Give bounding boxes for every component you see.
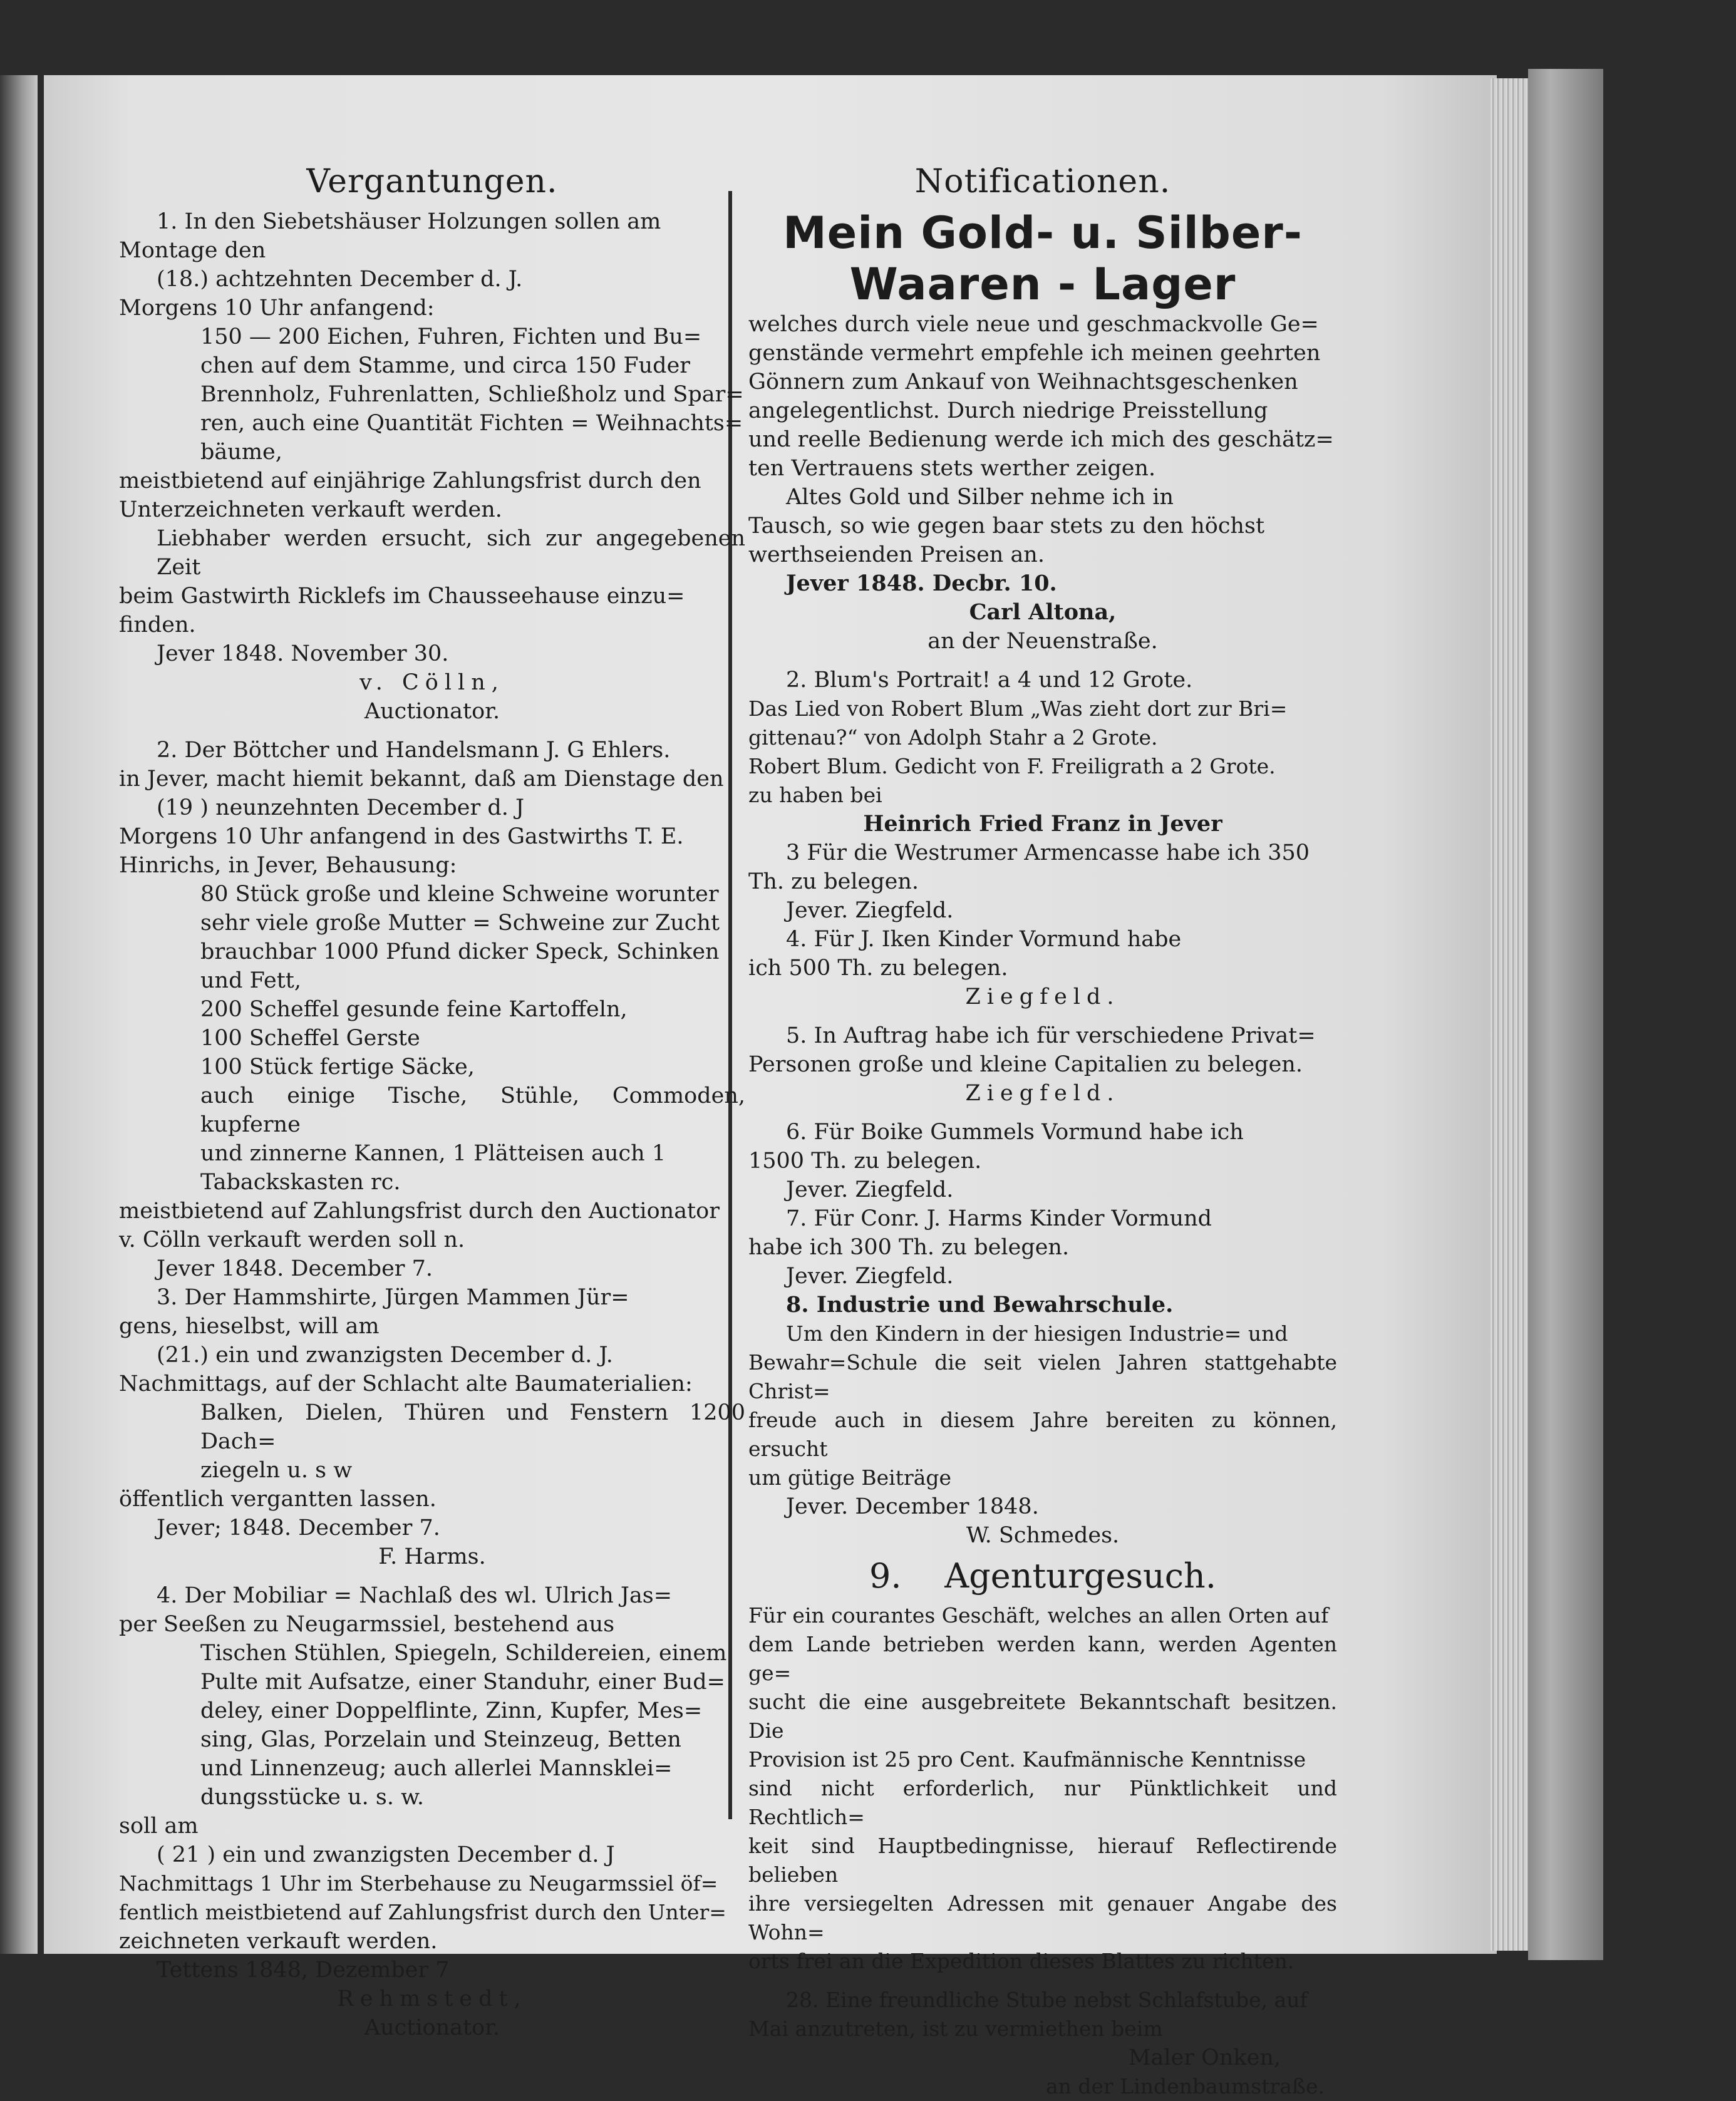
- text-line: werthseienden Preisen an.: [748, 542, 1045, 567]
- left-page-edge: [0, 75, 38, 1954]
- text-line: öffentlich vergantten lassen.: [119, 1487, 437, 1512]
- text-line: 4. Für J. Iken Kinder Vormund habe: [786, 927, 1182, 952]
- text-line: Bewahr=Schule die seit vielen Jahren stattgehabte Christ=: [748, 1350, 1337, 1403]
- text-line: Nachmittags 1 Uhr im Sterbehause zu Neugarmssiel öf=: [119, 1871, 718, 1896]
- book-cover-edge: [1528, 69, 1603, 1960]
- text-line: sind nicht erforderlich, nur Pünktlichkeit und Rechtlich=: [748, 1776, 1337, 1829]
- text-line: dungsstücke u. s. w.: [200, 1785, 425, 1810]
- ad-signature-name: Carl Altona,: [969, 599, 1117, 625]
- text-line: Morgens 10 Uhr anfangend in des Gastwirths T. E.: [119, 824, 684, 849]
- ad-headline-2: Waaren - Lager: [849, 259, 1236, 310]
- notice-3: [748, 839, 1337, 925]
- text-line: und Linnenzeug; auch allerlei Mannsklei=: [200, 1756, 673, 1781]
- ad-date: Jever 1848. Decbr. 10.: [786, 570, 1057, 596]
- text-line: Pulte mit Aufsatze, einer Standuhr, einer Bud=: [200, 1670, 725, 1695]
- text-line: Das Lied von Robert Blum „Was zieht dort zur Bri=: [748, 696, 1288, 721]
- text-line: Jever 1848. November 30.: [157, 641, 449, 666]
- text-line: gens, hieselbst, will am: [119, 1314, 380, 1339]
- signature: Maler Onken,: [1128, 2045, 1281, 2070]
- notice-9: [748, 1554, 1337, 1976]
- text-line: ich 500 Th. zu belegen.: [748, 956, 1008, 981]
- text-line: Jever. Ziegfeld.: [786, 898, 954, 923]
- text-line: Montage den: [119, 238, 266, 263]
- text-line: Um den Kindern in der hiesigen Industrie= und: [786, 1321, 1288, 1346]
- signature: Rehmstedt,: [337, 1986, 527, 2011]
- text-line: Hinrichs, in Jever, Behausung:: [119, 853, 457, 878]
- text-line: freude auch in diesem Jahre bereiten zu können, ersucht: [748, 1408, 1337, 1461]
- text-line: zu haben bei: [748, 783, 882, 807]
- notice-title: Agenturgesuch.: [944, 1556, 1216, 1596]
- text-line: Th. zu belegen.: [748, 869, 919, 894]
- text-line: 5. In Auftrag habe ich für verschiedene Privat=: [786, 1023, 1316, 1048]
- text-line: Balken, Dielen, Thüren und Fenstern 1200 Dach=: [200, 1400, 745, 1454]
- notice-28: [748, 1986, 1337, 2101]
- text-line: Nachmittags, auf der Schlacht alte Baumaterialien:: [119, 1371, 693, 1396]
- text-line: Tabackskasten rc.: [200, 1170, 401, 1195]
- signature-title: Auctionator.: [364, 699, 500, 724]
- text-line: Personen große und kleine Capitalien zu belegen.: [748, 1052, 1303, 1077]
- text-line: 1. In den Siebetshäuser Holzungen sollen am: [157, 209, 661, 234]
- seller-name: Heinrich Fried Franz in Jever: [863, 811, 1222, 837]
- text-line: 6. Für Boike Gummels Vormund habe ich: [786, 1120, 1244, 1145]
- text-line: v. Cölln verkauft werden soll n.: [119, 1227, 465, 1252]
- text-line: gittenau?“ von Adolph Stahr a 2 Grote.: [748, 725, 1158, 750]
- signature-address: an der Lindenbaumstraße.: [1045, 2074, 1325, 2098]
- text-line: fentlich meistbietend auf Zahlungsfrist durch den Unter=: [119, 1900, 726, 1924]
- text-line: Jever. Ziegfeld.: [786, 1264, 954, 1289]
- gold-silver-advertisement: [748, 207, 1337, 656]
- text-line: ten Vertrauens stets werther zeigen.: [748, 456, 1156, 481]
- notice-6: [748, 1118, 1337, 1204]
- text-line: bäume,: [200, 440, 282, 465]
- notice-number: 9.: [869, 1556, 902, 1596]
- signature: W. Schmedes.: [966, 1523, 1120, 1548]
- notice-title: 8. Industrie und Bewahrschule.: [786, 1292, 1174, 1318]
- text-line: deley, einer Doppelflinte, Zinn, Kupfer, Mes=: [200, 1698, 703, 1723]
- text-line: Gönnern zum Ankauf von Weihnachtsgeschenken: [748, 369, 1298, 395]
- text-line: Altes Gold und Silber nehme ich in: [786, 485, 1174, 510]
- text-line: finden.: [119, 612, 196, 638]
- text-line: Jever; 1848. December 7.: [157, 1515, 440, 1541]
- text-line: Robert Blum. Gedicht von F. Freiligrath a 2 Grote.: [748, 754, 1276, 778]
- text-line: ren, auch eine Quantität Fichten = Weihnachts=: [200, 411, 743, 436]
- text-line: Mai anzutreten, ist zu vermiethen beim: [748, 2016, 1163, 2041]
- text-line: 2. Blum's Portrait! a 4 und 12 Grote.: [786, 668, 1193, 693]
- text-line: 1500 Th. zu belegen.: [748, 1149, 982, 1174]
- text-line: dem Lande betrieben werden kann, werden Agenten ge=: [748, 1632, 1337, 1685]
- text-line: in Jever, macht hiemit bekannt, daß am Dienstage den: [119, 767, 724, 792]
- text-line: meistbietend auf Zahlungsfrist durch den Auctionator: [119, 1199, 720, 1224]
- text-line: Tausch, so wie gegen baar stets zu den höchst: [748, 514, 1265, 539]
- right-column: [748, 160, 1337, 2101]
- text-line: Jever 1848. December 7.: [157, 1256, 433, 1281]
- signature-title: Auctionator.: [364, 2015, 500, 2040]
- text-line: zeichneten verkauft werden.: [119, 1929, 438, 1954]
- text-line: orts frei an die Expedition dieses Blattes zu richten.: [748, 1949, 1294, 1973]
- text-line: sucht die eine ausgebreitete Bekanntschaft besitzen. Die: [748, 1690, 1337, 1743]
- announcement-3: [119, 1283, 745, 1571]
- text-line: per Seeßen zu Neugarmssiel, bestehend aus: [119, 1612, 615, 1637]
- text-line: Tischen Stühlen, Spiegeln, Schildereien, einem: [200, 1641, 727, 1666]
- ad-headline-1: Mein Gold- u. Silber-: [783, 207, 1303, 259]
- text-line: Brennholz, Fuhrenlatten, Schließholz und Spar=: [200, 382, 744, 407]
- text-line: 80 Stück große und kleine Schweine worunter: [200, 882, 719, 907]
- text-line: habe ich 300 Th. zu belegen.: [748, 1235, 1070, 1260]
- text-line: 3. Der Hammshirte, Jürgen Mammen Jür=: [157, 1285, 629, 1310]
- text-line: chen auf dem Stamme, und circa 150 Fuder: [200, 353, 691, 378]
- text-line: beim Gastwirth Ricklefs im Chausseehause einzu=: [119, 584, 685, 609]
- section-heading-vergantungen: Vergantungen.: [306, 163, 558, 200]
- left-column: [119, 160, 745, 2042]
- announcement-1: [119, 207, 745, 726]
- section-heading-notificationen: Notificationen.: [914, 163, 1171, 200]
- text-line: ihre versiegelten Adressen mit genauer Angabe des Wohn=: [748, 1891, 1337, 1944]
- text-line: (21.) ein und zwanzigsten December d. J.: [157, 1343, 613, 1368]
- text-line: Unterzeichneten verkauft werden.: [119, 497, 502, 522]
- text-line: 100 Stück fertige Säcke,: [200, 1055, 475, 1080]
- page-stack-edge: [1491, 78, 1528, 1951]
- text-line: und Fett,: [200, 968, 301, 993]
- text-line: meistbietend auf einjährige Zahlungsfrist durch den: [119, 468, 701, 493]
- text-line: (19 ) neunzehnten December d. J: [157, 795, 525, 820]
- text-line: und zinnerne Kannen, 1 Plätteisen auch 1: [200, 1141, 666, 1166]
- text-line: sehr viele große Mutter = Schweine zur Zucht: [200, 911, 720, 936]
- text-line: 7. Für Conr. J. Harms Kinder Vormund: [786, 1206, 1212, 1231]
- notice-heading: [748, 1554, 1337, 1599]
- text-line: 200 Scheffel gesunde feine Kartoffeln,: [200, 997, 628, 1022]
- text-line: Jever. Ziegfeld.: [786, 1177, 954, 1202]
- notice-7: [748, 1204, 1337, 1291]
- text-line: Tettens 1848, Dezember 7: [157, 1958, 450, 1983]
- notice-8: [748, 1291, 1337, 1550]
- text-line: keit sind Hauptbedingnisse, hierauf Reflectirende belieben: [748, 1834, 1337, 1887]
- ad-signature-address: an der Neuenstraße.: [927, 629, 1158, 654]
- text-line: auch einige Tische, Stühle, Commoden, kupferne: [200, 1083, 745, 1137]
- text-line: welches durch viele neue und geschmackvolle Ge=: [748, 312, 1319, 337]
- text-line: ( 21 ) ein und zwanzigsten December d. J: [157, 1842, 615, 1867]
- announcement-2: [119, 736, 745, 1283]
- signature: F. Harms.: [378, 1544, 486, 1569]
- text-line: Provision ist 25 pro Cent. Kaufmännische Kenntnisse: [748, 1747, 1306, 1772]
- text-line: 3 Für die Westrumer Armencasse habe ich 350: [786, 840, 1310, 865]
- announcement-4: [119, 1581, 745, 2042]
- text-line: angelegentlichst. Durch niedrige Preisstellung: [748, 398, 1268, 423]
- text-line: Für ein courantes Geschäft, welches an allen Orten auf: [748, 1603, 1329, 1628]
- text-line: Jever. December 1848.: [786, 1494, 1039, 1519]
- text-line: genstände vermehrt empfehle ich meinen geehrten: [748, 341, 1321, 366]
- text-line: soll am: [119, 1814, 199, 1839]
- text-line: Morgens 10 Uhr anfangend:: [119, 296, 435, 321]
- text-line: 28. Eine freundliche Stube nebst Schlafstube, auf: [786, 1988, 1308, 2012]
- text-line: sing, Glas, Porzelain und Steinzeug, Betten: [200, 1727, 681, 1752]
- text-line: brauchbar 1000 Pfund dicker Speck, Schinken: [200, 939, 720, 964]
- text-line: 2. Der Böttcher und Handelsmann J. G Ehlers.: [157, 738, 671, 763]
- signature: v. Cölln,: [359, 670, 505, 695]
- text-line: ziegeln u. s w: [200, 1458, 353, 1483]
- text-line: und reelle Bedienung werde ich mich des geschätz=: [748, 427, 1334, 452]
- text-line: 150 — 200 Eichen, Fuhren, Fichten und Bu=: [200, 324, 702, 349]
- notice-2: [748, 666, 1337, 839]
- text-line: um gütige Beiträge: [748, 1465, 952, 1490]
- signature: Ziegfeld.: [965, 984, 1120, 1009]
- text-line: 100 Scheffel Gerste: [200, 1026, 420, 1051]
- notice-5: [748, 1021, 1337, 1108]
- notice-4: [748, 925, 1337, 1011]
- signature: Ziegfeld.: [965, 1081, 1120, 1106]
- text-line: 4. Der Mobiliar = Nachlaß des wl. Ulrich Jas=: [157, 1583, 673, 1608]
- text-line: (18.) achtzehnten December d. J.: [157, 267, 523, 292]
- text-line: Liebhaber werden ersucht, sich zur angegebenen Zeit: [157, 526, 745, 580]
